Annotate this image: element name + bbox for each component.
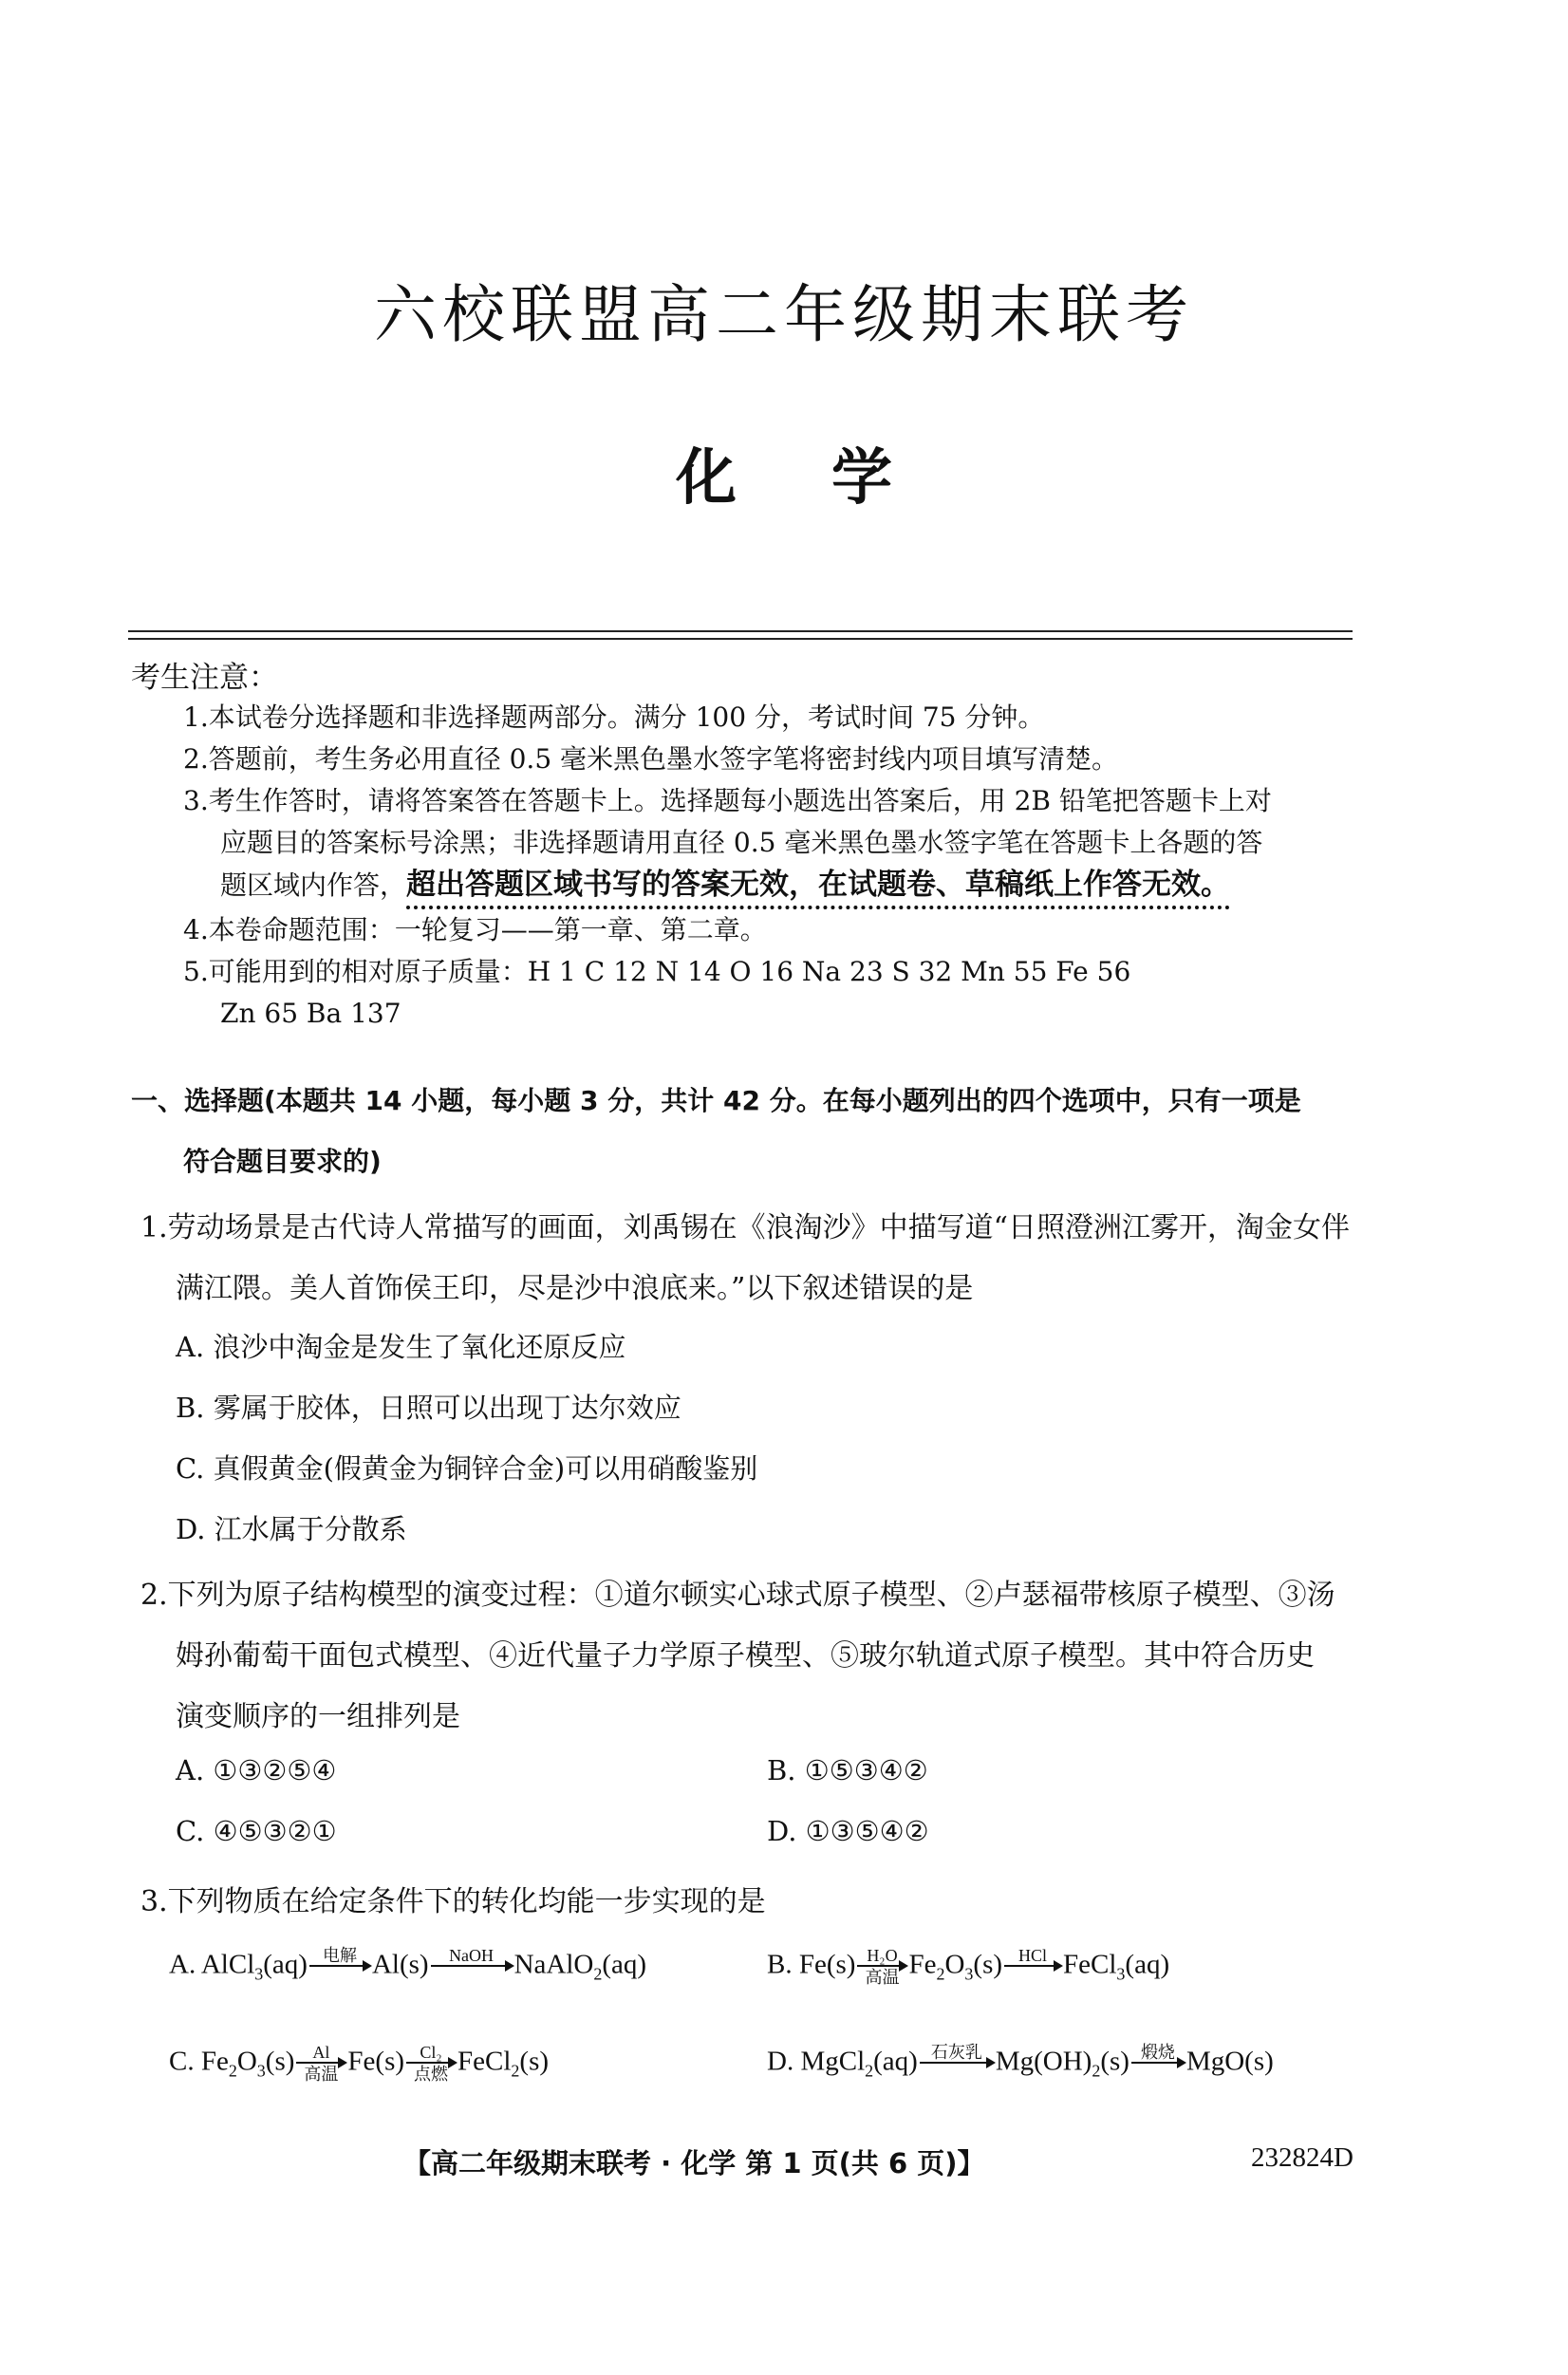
- q2-option-b: B. ①⑤③④②: [767, 1754, 928, 1786]
- notice-item-3-tail: 题区域内作答，: [220, 870, 407, 901]
- notice-heading: 考生注意：: [131, 661, 278, 695]
- q3-a-arrow2-cond: NaOH: [449, 1946, 495, 1965]
- q3-b-species3-state: (aq): [1125, 1949, 1170, 1980]
- q3-c-species1-sub: 2: [228, 2061, 237, 2081]
- q2-stem-line2: 姆孙葡萄干面包式模型、④近代量子力学原子模型、⑤玻尔轨道式原子模型。其中符合历史: [176, 1639, 1315, 1673]
- q3-option-b: [767, 1946, 1169, 1988]
- q3-a-arrow1: [309, 1946, 370, 1988]
- q3-a-species3-sub: 2: [593, 1964, 603, 1984]
- q3-d-species2-sub: 2: [1092, 2061, 1101, 2081]
- q3-c-label: C.: [169, 2046, 195, 2077]
- q3-b-species1: Fe(s): [798, 1949, 856, 1980]
- q1-option-d: D. 江水属于分散系: [176, 1513, 407, 1545]
- q3-a-arrow2-cond-below: [431, 1967, 513, 1988]
- q3-option-c: [169, 2043, 549, 2085]
- footer-code: 232824D: [1251, 2142, 1353, 2173]
- footer-page-info: 【高二年级期末联考 · 化学 第 1 页(共 6 页)】: [403, 2147, 985, 2179]
- q3-a-arrow2: [431, 1946, 513, 1988]
- q3-d-species1-state: (aq): [873, 2046, 918, 2077]
- q3-b-arrow2-cond-below: [1004, 1967, 1061, 1988]
- q3-d-species1: MgCl: [800, 2046, 866, 2077]
- notice-item-3: 3.考生作答时，请将答案答在答题卡上。选择题每小题选出答案后，用 2B 铅笔把答题卡上对: [183, 785, 1272, 816]
- subject-char-2: 学: [831, 442, 892, 514]
- q3-a-species2: Al(s): [371, 1949, 429, 1980]
- q3-b-label: B.: [767, 1949, 793, 1980]
- q3-c-species1-o: O: [236, 2046, 257, 2077]
- q3-option-d: [767, 2043, 1274, 2085]
- q3-a-species1-sub: 3: [254, 1964, 264, 1984]
- q3-d-arrow1: [920, 2043, 994, 2085]
- q1-option-c: C. 真假黄金(假黄金为铜锌合金)可以用硝酸鉴别: [176, 1452, 758, 1485]
- q3-b-species2-state: (s): [973, 1949, 1003, 1980]
- q3-stem: 3.下列物质在给定条件下的转化均能一步实现的是: [140, 1885, 766, 1918]
- q3-b-species2-sub: 2: [936, 1964, 945, 1984]
- notice-item-3-end: [220, 864, 1230, 907]
- q3-d-species1-sub: 2: [865, 2061, 874, 2081]
- q1-stem-line2: 满江隈。美人首饰侯王印，尽是沙中浪底来。”以下叙述错误的是: [176, 1272, 974, 1305]
- section-heading-line2: 符合题目要求的): [183, 1146, 382, 1177]
- q3-c-arrow2-cond: Cl₂: [420, 2043, 442, 2062]
- q3-a-species1-state: (aq): [263, 1949, 308, 1980]
- q3-c-arrow1-cond: Al: [312, 2043, 330, 2062]
- q3-c-species1: Fe: [200, 2046, 229, 2077]
- q3-c-arrow2-cond-below: 点燃: [414, 2065, 449, 2084]
- q3-a-arrow1-cond-below: [309, 1967, 370, 1988]
- q3-d-species3: MgO(s): [1185, 2046, 1274, 2077]
- q3-d-arrow2-cond: 煅烧: [1140, 2043, 1175, 2062]
- subject-char-1: 化: [676, 442, 737, 514]
- q3-b-arrow1-cond-below: 高温: [865, 1968, 900, 1987]
- q3-b-arrow2-cond: HCl: [1018, 1946, 1048, 1965]
- q1-stem-line1: 1.劳动场景是古代诗人常描写的画面，刘禹锡在《浪淘沙》中描写道“日照澄洲江雾开，淘金女伴: [140, 1211, 1350, 1244]
- q3-c-species3-sub: 2: [511, 2061, 520, 2081]
- notice-item-4: 4.本卷命题范围：一轮复习——第一章、第二章。: [183, 914, 767, 945]
- q3-d-arrow1-cond: 石灰乳: [930, 2043, 982, 2062]
- q3-b-species3-sub: 3: [1116, 1964, 1126, 1984]
- q3-c-species1-sub2: 3: [256, 2061, 266, 2081]
- q3-d-label: D.: [767, 2046, 794, 2077]
- q3-b-species2-sub2: 3: [964, 1964, 974, 1984]
- q3-d-arrow2: [1131, 2043, 1185, 2085]
- q2-option-c: C. ④⑤③②①: [176, 1815, 337, 1847]
- q3-b-arrow1-cond: H₂O: [867, 1946, 898, 1965]
- q3-a-species1: AlCl: [200, 1949, 255, 1980]
- q3-c-arrow2: [406, 2043, 456, 2085]
- exam-title: 六校联盟高二年级期末联考: [374, 278, 1194, 351]
- q3-c-species1-state: (s): [265, 2046, 295, 2077]
- q3-c-arrow1-cond-below: 高温: [304, 2065, 339, 2084]
- q3-d-arrow1-cond-below: [920, 2064, 994, 2085]
- q3-a-arrow1-cond: 电解: [322, 1946, 357, 1965]
- q3-a-species3: NaAlO: [513, 1949, 594, 1980]
- section-heading-line1: 一、选择题(本题共 14 小题，每小题 3 分，共计 42 分。在每小题列出的四个选项中，只有一项是: [131, 1085, 1301, 1116]
- q3-a-species3-state: (aq): [602, 1949, 647, 1980]
- q3-b-species2: Fe: [908, 1949, 937, 1980]
- q3-c-species2: Fe(s): [347, 2046, 405, 2077]
- notice-item-5-cont: Zn 65 Ba 137: [220, 998, 401, 1029]
- notice-item-5: 5.可能用到的相对原子质量：H 1 C 12 N 14 O 16 Na 23 S 32 Mn 55 Fe 56: [183, 956, 1131, 987]
- divider-top: [128, 630, 1353, 632]
- q2-stem-line1: 2.下列为原子结构模型的演变过程：①道尔顿实心球式原子模型、②卢瑟福带核原子模型、③汤: [140, 1579, 1335, 1612]
- q1-option-b: B. 雾属于胶体，日照可以出现丁达尔效应: [176, 1392, 681, 1424]
- notice-item-3-cont: 应题目的答案标号涂黑；非选择题请用直径 0.5 毫米黑色墨水签字笔在答题卡上各题的答: [220, 827, 1263, 858]
- q2-option-d: D. ①③⑤④②: [767, 1815, 929, 1847]
- subject-title: [0, 429, 1568, 516]
- q3-b-species3: FeCl: [1063, 1949, 1117, 1980]
- q3-c-arrow1: [296, 2043, 345, 2085]
- q2-option-a: A. ①③②⑤④: [176, 1754, 337, 1786]
- divider-bottom: [128, 638, 1353, 640]
- q3-a-label: A.: [169, 1949, 196, 1980]
- q3-c-species3: FeCl: [457, 2046, 512, 2077]
- q1-option-a: A. 浪沙中淘金是发生了氧化还原反应: [176, 1331, 626, 1363]
- q3-b-species2-o: O: [944, 1949, 965, 1980]
- q2-stem-line3: 演变顺序的一组排列是: [176, 1700, 460, 1733]
- q3-d-species2: Mg(OH): [995, 2046, 1092, 2077]
- q3-b-arrow2: [1004, 1946, 1061, 1988]
- notice-item-2: 2.答题前，考生务必用直径 0.5 毫米黑色墨水签字笔将密封线内项目填写清楚。: [183, 743, 1119, 775]
- q3-d-species2-state: (s): [1100, 2046, 1129, 2077]
- notice-emphasis: 超出答题区域书写的答案无效，在试题卷、草稿纸上作答无效。: [406, 868, 1231, 902]
- q3-c-species3-state: (s): [519, 2046, 550, 2077]
- q3-option-a: [169, 1946, 646, 1988]
- q3-b-arrow1: [857, 1946, 906, 1988]
- notice-item-1: 1.本试卷分选择题和非选择题两部分。满分 100 分，考试时间 75 分钟。: [183, 701, 1045, 733]
